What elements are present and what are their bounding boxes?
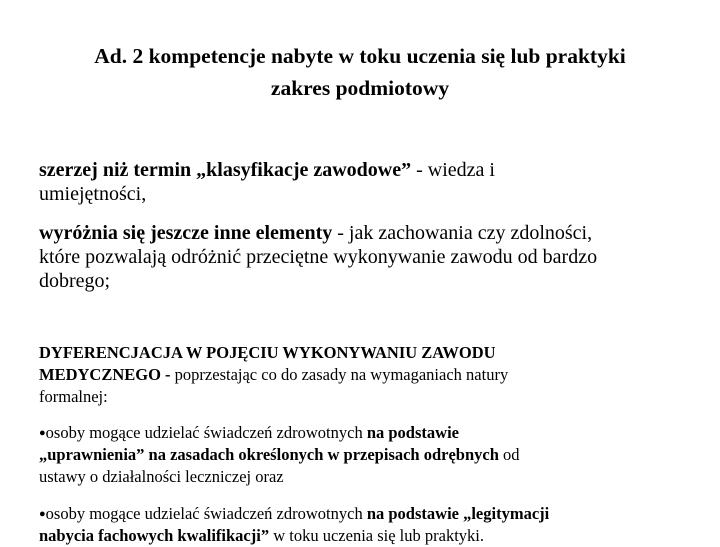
elements-text: - jak zachowania czy zdolności, bbox=[332, 222, 593, 244]
paragraph-differentiation bbox=[39, 342, 689, 408]
bullet-1-text-line-3: ustawy o działalności leczniczej oraz bbox=[39, 467, 284, 486]
bullet-1-text: osoby mogące udzielać świadczeń zdrowotnych bbox=[45, 423, 367, 442]
differentiation-text-line-3: formalnej: bbox=[39, 387, 108, 406]
bullet-1-text-line-2: od bbox=[498, 445, 520, 464]
bullet-dot-icon: ● bbox=[39, 427, 46, 439]
elements-bold-text: wyróżnia się jeszcze inne elementy bbox=[39, 222, 333, 244]
paragraph-elements bbox=[39, 221, 689, 293]
bullet-item-entitlement bbox=[39, 422, 689, 488]
bullet-1-bold-line-2: „uprawnienia” na zasadach określonych w przepisach odrębnych bbox=[39, 445, 499, 464]
bullet-2-bold: na podstawie „legitymacji bbox=[366, 504, 550, 523]
differentiation-heading-line-2: MEDYCZNEGO - bbox=[39, 365, 175, 384]
differentiation-text: poprzestając co do zasady na wymaganiach natury bbox=[174, 365, 509, 384]
bullet-2-bold-line-2: nabycia fachowych kwalifikacji” bbox=[39, 526, 270, 545]
paragraph-scope bbox=[39, 158, 689, 206]
bullet-2-text-line-2: w toku uczenia się lub praktyki. bbox=[269, 526, 484, 545]
bullet-dot-icon: ● bbox=[39, 508, 46, 520]
elements-text-line-2: które pozwalają odróżnić przeciętne wykonywanie zawodu od bardzo bbox=[39, 246, 598, 268]
title-line-1: Ad. 2 kompetencje nabyte w toku uczenia się lub praktyki bbox=[94, 44, 626, 68]
bullet-item-legitimation bbox=[39, 503, 689, 547]
scope-text: - wiedza i bbox=[411, 159, 495, 181]
bullet-1-bold: na podstawie bbox=[366, 423, 459, 442]
differentiation-heading-line-1: DYFERENCJACJA W POJĘCIU WYKONYWANIU ZAWODU bbox=[39, 343, 496, 362]
bullet-2-text: osoby mogące udzielać świadczeń zdrowotnych bbox=[45, 504, 367, 523]
scope-text-line-2: umiejętności, bbox=[39, 183, 147, 205]
title-line-2: zakres podmiotowy bbox=[270, 76, 450, 100]
elements-text-line-3: dobrego; bbox=[39, 270, 111, 292]
slide-title bbox=[0, 40, 720, 104]
scope-bold-text: szerzej niż termin „klasyfikacje zawodowe” bbox=[39, 159, 412, 181]
